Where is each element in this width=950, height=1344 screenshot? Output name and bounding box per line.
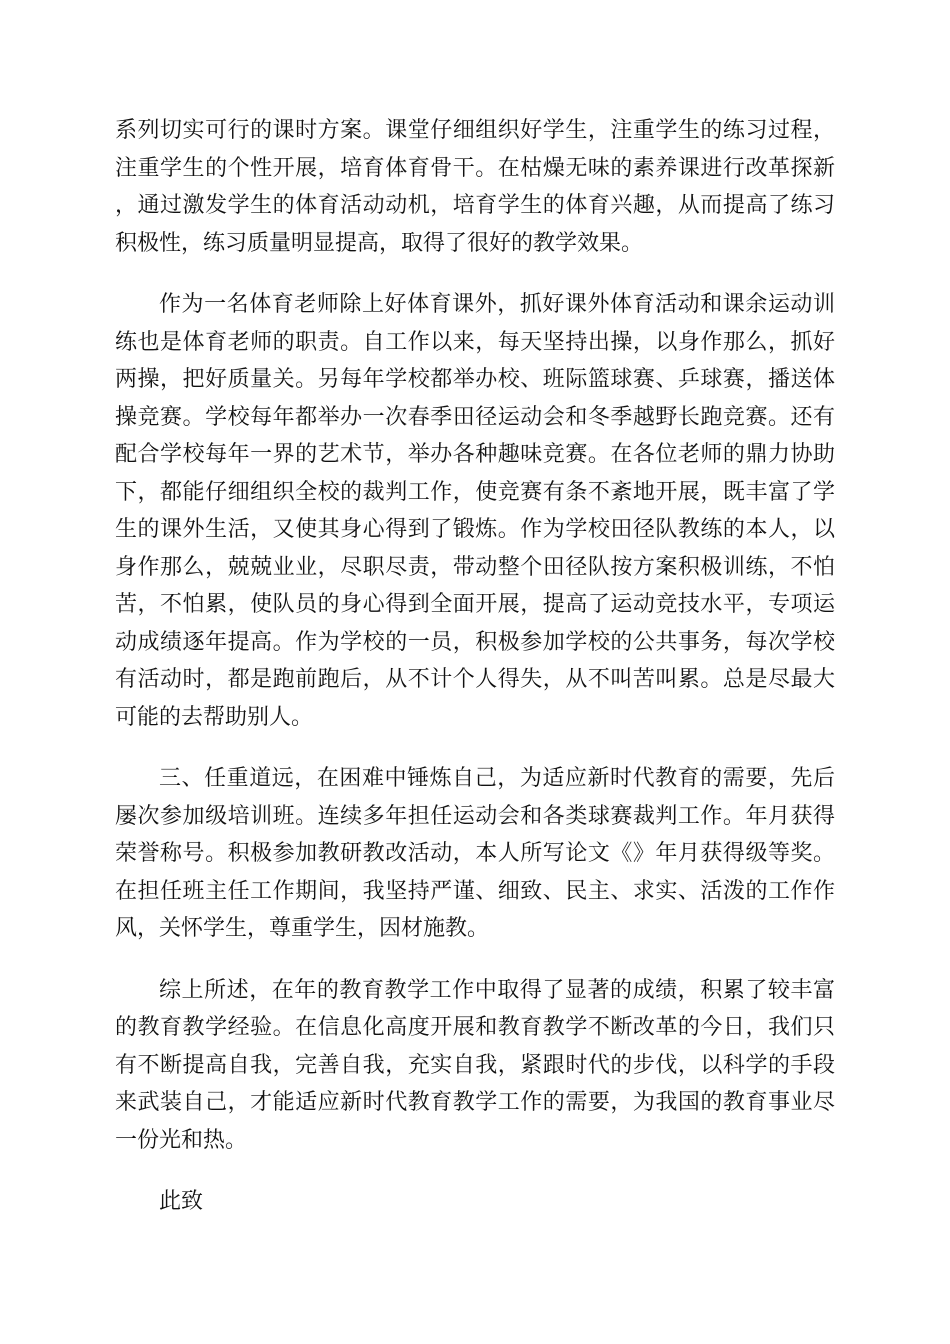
document-page	[115, 112, 835, 1221]
closing-salutation: 此致	[159, 1189, 204, 1214]
paragraph-extracurricular: 作为一名体育老师除上好体育课外，抓好课外体育活动和课余运动训练也是体育老师的职责。自工作以来，每天坚持出操，以身作那么，抓好两操，把好质量关。另每年学校都举办校、班际篮球赛、乒球赛，播送体操竞赛。学校每年都举办一次春季田径运动会和冬季越野长跑竞赛。还有配合学校每年一界的艺术节，举办各种趣味竞赛。在各位老师的鼎力协助下，都能仔细组织全校的裁判工作，使竞赛有条不紊地开展，既丰富了学生的课外生活，又使其身心得到了锻炼。作为学校田径队教练的本人，以身作那么，兢兢业业，尽职尽责，带动整个田径队按方案积极训练，不怕苦，不怕累，使队员的身心得到全面开展，提高了运动竞技水平，专项运动成绩逐年提高。作为学校的一员，积极参加学校的公共事务，每次学校有活动时，都是跑前跑后，从不计个人得失，从不叫苦叫累。总是尽最大可能的去帮助别人。	[115, 292, 835, 730]
paragraph-summary: 综上所述，在年的教育教学工作中取得了显著的成绩，积累了较丰富的教育教学经验。在信息化高度开展和教育教学不断改革的今日，我们只有不断提高自我，完善自我，充实自我，紧跟时代的步伐，以科学的手段来武装自己，才能适应新时代教育教学工作的需要，为我国的教育事业尽一份光和热。	[115, 977, 835, 1153]
paragraph-continuation: 系列切实可行的课时方案。课堂仔细组织好学生，注重学生的练习过程，注重学生的个性开展，培育体育骨干。在枯燥无味的素养课进行改革探新，通过激发学生的体育活动动机，培育学生的体育兴趣，从而提高了练习积极性，练习质量明显提高，取得了很好的教学效果。	[115, 118, 835, 256]
paragraph-section-three: 三、任重道远，在困难中锤炼自己，为适应新时代教育的需要，先后屡次参加级培训班。连续多年担任运动会和各类球赛裁判工作。年月获得荣誉称号。积极参加教研教改活动，本人所写论文《》年月获得级等奖。在担任班主任工作期间，我坚持严谨、细致、民主、求实、活泼的工作作风，关怀学生，尊重学生，因材施教。	[115, 766, 835, 941]
